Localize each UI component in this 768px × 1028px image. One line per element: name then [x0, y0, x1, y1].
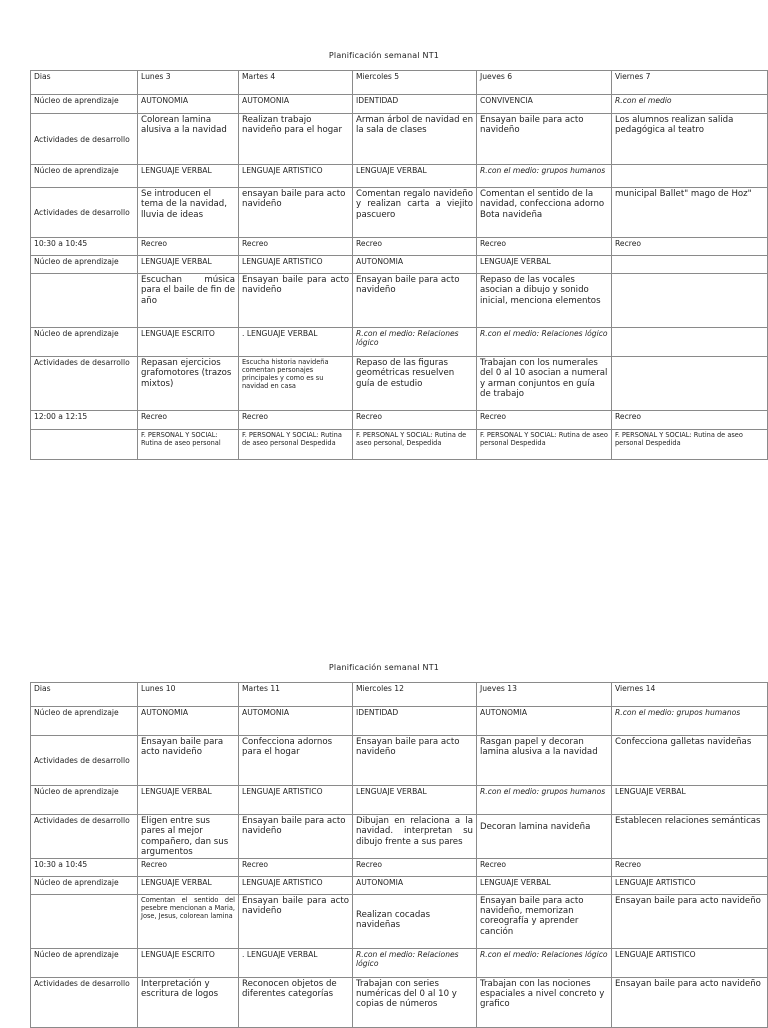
row-label: Actividades de desarrollo: [31, 736, 138, 786]
cell-text: Repaso de las vocales asocian a dibujo y sonido inicial, menciona elementos: [480, 275, 601, 306]
table-cell: [477, 977, 612, 1027]
table-cell: [138, 977, 239, 1027]
row-label: Núcleo de aprendizaje: [31, 948, 138, 977]
header-cell: Martes 4: [239, 71, 353, 95]
table-cell: [612, 707, 768, 736]
row-label: Núcleo de aprendizaje: [31, 328, 138, 357]
cell-text: R.con el medio: grupos humanos: [615, 708, 741, 717]
table-cell: [353, 328, 477, 357]
row-label: Actividades de desarrollo: [31, 114, 138, 165]
cell-text: Realizan trabajo navideño para el hogar: [242, 115, 342, 136]
row-label: [31, 430, 138, 460]
table-cell: LENGUAJE VERBAL: [477, 876, 612, 894]
cell-text: Ensayan baile para acto navideño: [615, 978, 761, 989]
table-row: [31, 858, 768, 876]
table-cell: LENGUAJE VERBAL: [138, 786, 239, 815]
table-cell: [138, 736, 239, 786]
table-cell: [239, 977, 353, 1027]
cell-text: Colorean lamina alusiva a la navidad: [141, 115, 227, 136]
row-label: Núcleo de aprendizaje: [31, 876, 138, 894]
cell-text: Escucha historia navideña comentan personajes principales y como es su navidad en casa: [242, 358, 329, 390]
table-row: [31, 328, 768, 357]
cell-text: Interpretación y escritura de logos: [141, 978, 219, 1000]
table-row: [31, 114, 768, 165]
row-label: Núcleo de aprendizaje: [31, 256, 138, 274]
cell-text: Establecen relaciones semánticas: [615, 816, 761, 826]
header-cell: Viernes 7: [612, 71, 768, 95]
table-cell: [353, 977, 477, 1027]
cell-text: Repasan ejercicios grafomotores (trazos mixtos): [141, 358, 232, 389]
cell-text: Ensayan baile para acto navideño: [242, 895, 349, 917]
row-label: 12:00 a 12:15: [31, 411, 138, 430]
cell-text: Los alumnos realizan salida pedagógica al teatro: [615, 115, 734, 136]
table-cell: IDENTIDAD: [353, 707, 477, 736]
table-cell: [138, 357, 239, 411]
table-cell: [612, 430, 768, 460]
table-row: [31, 411, 768, 430]
cell-text: Comentan el sentido de la navidad, confecciona adorno Bota navideña: [480, 189, 605, 220]
table-cell: LENGUAJE ARTISTICO: [239, 876, 353, 894]
cell-text: F. PERSONAL Y SOCIAL: Rutina de aseo personal Despedida: [480, 431, 608, 447]
table-cell: LENGUAJE VERBAL: [138, 165, 239, 188]
table-cell: Recreo: [353, 238, 477, 256]
table-cell: [612, 95, 768, 114]
row-label: Actividades de desarrollo: [31, 977, 138, 1027]
cell-text: F. PERSONAL Y SOCIAL: Rutina de aseo personal, Despedida: [356, 431, 467, 447]
table-cell: LENGUAJE VERBAL: [477, 256, 612, 274]
table-cell: . LENGUAJE VERBAL: [239, 328, 353, 357]
table-cell: [353, 188, 477, 238]
table-cell: LENGUAJE ARTISTICO: [239, 786, 353, 815]
table-cell: AUTONOMIA: [138, 707, 239, 736]
cell-text: ensayan baile para acto navideño: [242, 189, 346, 210]
table-row: [31, 876, 768, 894]
cell-text: Ensayan baile para acto navideño: [141, 737, 224, 758]
table-row: [31, 238, 768, 256]
row-label: [31, 274, 138, 328]
table-cell: Recreo: [138, 411, 239, 430]
cell-text: Trabajan con los numerales del 0 al 10 asocian a numeral y arman conjuntos en guía de trabajo: [480, 358, 608, 400]
cell-text: municipal Ballet" mago de Hoz": [615, 189, 752, 199]
table-row: [31, 815, 768, 859]
cell-text: Ensayan baile para acto navideño: [615, 895, 761, 906]
table-row: [31, 707, 768, 736]
cell-text: F. PERSONAL Y SOCIAL: Rutina de aseo personal Despedida: [242, 431, 342, 447]
table-cell: [138, 815, 239, 859]
table-cell: [138, 188, 239, 238]
table-cell: [477, 894, 612, 948]
cell-text: Arman árbol de navidad en la sala de clases: [356, 115, 474, 136]
row-label: 10:30 a 10:45: [31, 238, 138, 256]
cell-text: R.con el medio: grupos humanos: [480, 166, 606, 175]
table-cell: [477, 188, 612, 238]
table-cell: LENGUAJE VERBAL: [138, 876, 239, 894]
table-cell: [239, 894, 353, 948]
table-cell: [138, 894, 239, 948]
table-cell: LENGUAJE ARTISTICO: [239, 256, 353, 274]
header-cell: Lunes 10: [138, 683, 239, 707]
table-cell: [239, 188, 353, 238]
header-cell: Viernes 14: [612, 683, 768, 707]
table-cell: [138, 430, 239, 460]
table-cell: LENGUAJE VERBAL: [353, 165, 477, 188]
row-label: Actividades de desarrollo: [31, 357, 138, 411]
table-cell: . LENGUAJE VERBAL: [239, 948, 353, 977]
table-cell: Recreo: [239, 858, 353, 876]
header-cell: Dias: [31, 683, 138, 707]
header-row: [31, 683, 768, 707]
page-title: Planificación semanal NT1: [328, 663, 440, 672]
table-cell: AUTONOMIA: [353, 876, 477, 894]
table-cell: LENGUAJE ESCRITO: [138, 328, 239, 357]
table-cell: Recreo: [612, 411, 768, 430]
table-cell: [612, 188, 768, 238]
cell-text: Trabajan con las nociones espaciales a nivel concreto y grafico: [480, 978, 605, 1010]
table-cell: Recreo: [612, 238, 768, 256]
table-cell: AUTONOMIA: [138, 95, 239, 114]
weekly-plan-table-2: [30, 682, 768, 1028]
table-row: [31, 894, 768, 948]
header-cell: Miercoles 5: [353, 71, 477, 95]
table-row: [31, 948, 768, 977]
table-cell: AUTONOMIA: [477, 707, 612, 736]
cell-text: F. PERSONAL Y SOCIAL: Rutina de aseo personal Despedida: [615, 431, 743, 447]
row-label: [31, 894, 138, 948]
table-cell: LENGUAJE ARTISTICO: [612, 876, 768, 894]
cell-text: R.con el medio: Relaciones lógico: [356, 329, 459, 348]
table-cell: [612, 114, 768, 165]
table-cell: IDENTIDAD: [353, 95, 477, 114]
row-label: Núcleo de aprendizaje: [31, 95, 138, 114]
table-cell: [477, 786, 612, 815]
cell-text: R.con el medio: Relaciones lógico: [356, 949, 459, 969]
table-cell: [353, 948, 477, 977]
cell-text: R.con el medio: Relaciones lógico: [480, 329, 608, 338]
table-cell: Recreo: [138, 238, 239, 256]
table-cell: [353, 114, 477, 165]
cell-text: Confecciona galletas navideñas: [615, 737, 752, 747]
table-cell: Recreo: [239, 411, 353, 430]
cell-text: Ensayan baile para acto navideño, memorizan coreografía y aprender canción: [480, 895, 584, 937]
cell-text: R.con el medio: grupos humanos: [480, 787, 606, 796]
cell-text: Comentan regalo navideño y realizan carta a viejito pascuero: [356, 189, 473, 220]
cell-text: Reconocen objetos de diferentes categorías: [242, 978, 337, 1000]
table-row: [31, 430, 768, 460]
cell-text: Comentan el sentido del pesebre mencionan a Maria, Jose, Jesus, colorean lamina: [141, 895, 235, 920]
table-cell: [138, 114, 239, 165]
row-label: Núcleo de aprendizaje: [31, 165, 138, 188]
table-cell: [239, 736, 353, 786]
table-cell: Recreo: [239, 238, 353, 256]
header-row: [31, 71, 768, 95]
cell-text: Confecciona adornos para el hogar: [242, 737, 333, 758]
table-cell: [239, 274, 353, 328]
cell-text: R.con el medio: Relaciones lógico: [480, 949, 608, 959]
table-row: [31, 165, 768, 188]
table-cell: LENGUAJE ARTISTICO: [239, 165, 353, 188]
table-cell: [477, 357, 612, 411]
table-cell: LENGUAJE ARTISTICO: [612, 948, 768, 977]
cell-text: Ensayan baile para acto navideño: [242, 275, 349, 296]
table-cell: [612, 977, 768, 1027]
table-cell: [477, 430, 612, 460]
table-cell: [353, 357, 477, 411]
table-cell: Recreo: [138, 858, 239, 876]
cell-text: Dibujan en relaciona a la navidad. interpretan su dibujo frente a sus pares: [356, 816, 473, 847]
table-cell: [353, 894, 477, 948]
table-cell: Recreo: [477, 238, 612, 256]
cell-text: Ensayan baile para acto navideño: [242, 816, 346, 837]
table-cell: [612, 165, 768, 188]
table-cell: Recreo: [477, 411, 612, 430]
table-cell: Recreo: [353, 858, 477, 876]
table-row: [31, 977, 768, 1027]
table-cell: [477, 114, 612, 165]
table-cell: LENGUAJE VERBAL: [353, 786, 477, 815]
cell-text: Decoran lamina navideña: [480, 822, 591, 832]
row-label: Núcleo de aprendizaje: [31, 707, 138, 736]
cell-text: F. PERSONAL Y SOCIAL: Rutina de aseo personal: [141, 431, 221, 447]
table-cell: AUTONOMIA: [353, 256, 477, 274]
table-cell: [477, 948, 612, 977]
table-cell: [353, 274, 477, 328]
table-cell: [239, 815, 353, 859]
header-cell: Jueves 13: [477, 683, 612, 707]
header-cell: Miercoles 12: [353, 683, 477, 707]
row-label: 10:30 a 10:45: [31, 858, 138, 876]
table-cell: [612, 357, 768, 411]
table-row: [31, 188, 768, 238]
table-cell: [239, 430, 353, 460]
table-cell: [353, 815, 477, 859]
table-row: [31, 256, 768, 274]
table-cell: [612, 736, 768, 786]
cell-text: Eligen entre sus pares al mejor compañero, dan sus argumentos: [141, 816, 229, 858]
table-row: [31, 357, 768, 411]
table-cell: AUTOMONIA: [239, 707, 353, 736]
table-cell: [612, 815, 768, 859]
table-cell: LENGUAJE ESCRITO: [138, 948, 239, 977]
table-cell: [239, 357, 353, 411]
table-cell: Recreo: [477, 858, 612, 876]
table-cell: [612, 256, 768, 274]
cell-text: Escuchan música para el baile de fin de año: [141, 275, 235, 306]
cell-text: Rasgan papel y decoran lamina alusiva a la navidad: [480, 737, 598, 758]
weekly-plan-table-1: [30, 70, 768, 460]
table-cell: AUTOMONIA: [239, 95, 353, 114]
table-cell: [612, 328, 768, 357]
header-cell: Lunes 3: [138, 71, 239, 95]
table-cell: [612, 894, 768, 948]
header-cell: Dias: [31, 71, 138, 95]
row-label: Núcleo de aprendizaje: [31, 786, 138, 815]
table-row: [31, 274, 768, 328]
table-cell: [477, 815, 612, 859]
table-cell: [353, 736, 477, 786]
table-cell: [353, 430, 477, 460]
table-cell: [239, 114, 353, 165]
row-label: Actividades de desarrollo: [31, 188, 138, 238]
cell-text: Ensayan baile para acto navideño: [356, 737, 460, 758]
table-row: [31, 95, 768, 114]
cell-text: Ensayan baile para acto navideño: [480, 115, 584, 136]
cell-text: Ensayan baile para acto navideño: [356, 275, 460, 296]
table-row: [31, 786, 768, 815]
row-label: Actividades de desarrollo: [31, 815, 138, 859]
cell-text: Se introducen el tema de la navidad, lluvia de ideas: [141, 189, 227, 220]
table-cell: [477, 165, 612, 188]
table-cell: [612, 274, 768, 328]
table-cell: Recreo: [353, 411, 477, 430]
header-cell: Martes 11: [239, 683, 353, 707]
cell-text: Repaso de las figuras geométricas resuelven guía de estudio: [356, 358, 455, 389]
cell-text: Trabajan con series numéricas del 0 al 10 y copias de números: [356, 978, 457, 1010]
table-cell: CONVIVENCIA: [477, 95, 612, 114]
table-row: [31, 736, 768, 786]
table-cell: LENGUAJE VERBAL: [138, 256, 239, 274]
header-cell: Jueves 6: [477, 71, 612, 95]
table-cell: [477, 328, 612, 357]
table-cell: [477, 736, 612, 786]
cell-text: R.con el medio: [615, 96, 672, 105]
cell-text: Realizan cocadas navideñas: [356, 909, 431, 931]
table-cell: [477, 274, 612, 328]
page-title: Planificación semanal NT1: [328, 51, 440, 60]
table-cell: [138, 274, 239, 328]
table-cell: LENGUAJE VERBAL: [612, 786, 768, 815]
table-cell: Recreo: [612, 858, 768, 876]
